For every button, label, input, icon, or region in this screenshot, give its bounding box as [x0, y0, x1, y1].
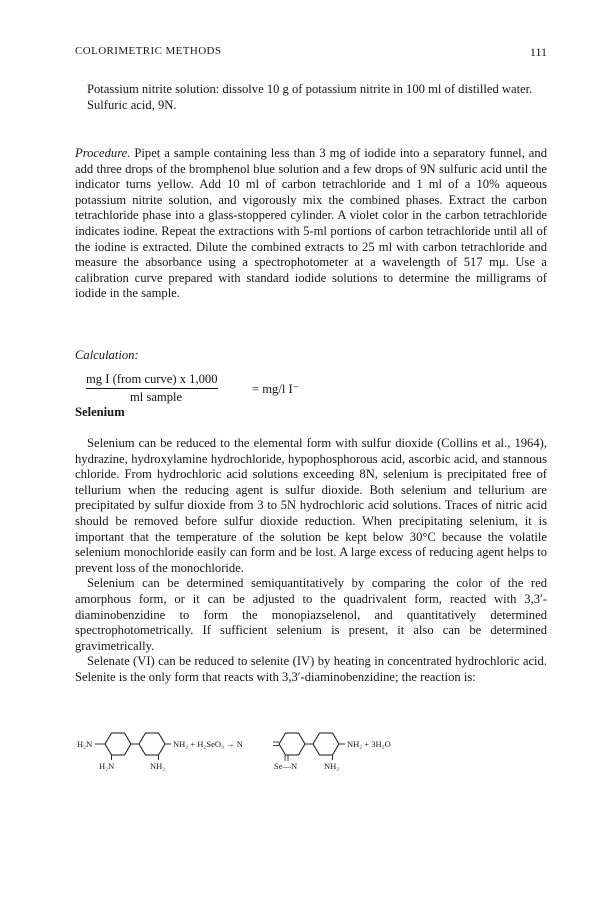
page-number: 111: [529, 45, 547, 59]
selenium-section: [75, 436, 547, 686]
calculation-label: Calculation:: [75, 348, 139, 362]
benzene-ring-3: [279, 733, 305, 755]
eq-se-n: Se—N: [274, 761, 298, 771]
reagent-potassium-nitrite: Potassium nitrite solution: dissolve 10 g of potassium nitrite in 100 ml of distilled water.: [87, 82, 533, 96]
procedure-text: Pipet a sample containing less than 3 mg of iodide into a separatory funnel, and add three drops of the bromphenol blue solution and a few drops of 9N sulfuric acid until the indicator turns yellow. Add 10 ml of carbon tetrachloride and 1 ml of a 10% aqueous potassium nitrite solution, and vigorously mix the combined phases. Extract the carbon tetrachloride phase into a glass-stoppered cylinder. A violet color in the carbon tetrachloride indicates iodine. Repeat the extractions with 5-ml portions of carbon tetrachloride until all of the iodine is extracted. Dilute the combined extracts to 25 ml with carbon tetrachloride and measure the absorbance using a spectrophotometer at a wavelength of 517 mμ. Use a calibration curve prepared with standard iodide solutions to determine the milligrams of iodide in the sample.: [75, 146, 547, 301]
selenium-paragraph-determination: Selenium can be determined semiquantitatively by comparing the color of the red amorphous form, or it can be adjusted to the quadrivalent form, reacted with 3,3′-diaminobenzidine to form the monopiazselenol, and quantitatively determined spectrophotometrically. If sufficient selenium is present, it also can be determined gravimetrically.: [75, 576, 547, 653]
section-heading: Selenium: [75, 405, 125, 419]
eq-product: NH₂ + 3H₂O: [347, 739, 391, 749]
reagent-sulfuric-acid: Sulfuric acid, 9N.: [87, 97, 177, 112]
formula-numerator: mg I (from curve) x 1,000: [86, 372, 218, 389]
procedure-label: Procedure.: [75, 146, 131, 160]
formula-result: = mg/l I⁻: [252, 382, 300, 396]
eq-product-nh2-bottom: NH₂: [324, 761, 340, 771]
reaction-equation: [77, 728, 437, 790]
eq-reagent: NH₂ + H₂SeO₃ → N: [173, 739, 243, 749]
eq-h2n-bottom: H₂N: [99, 761, 115, 771]
eq-h2n-left: H₂N: [77, 739, 93, 749]
benzene-ring-1: [105, 733, 131, 755]
benzene-ring-4: [313, 733, 339, 755]
formula-denominator: ml sample: [130, 390, 183, 404]
benzene-ring-2: [139, 733, 165, 755]
calculation-formula: [86, 372, 300, 404]
selenium-paragraph-reduction: Selenium can be reduced to the elemental form with sulfur dioxide (Collins et al., 1964), hydrazine, hydroxylamine hydrochloride, hypophosphorous acid, ascorbic acid, and stannous chloride. From hydrochloric acid solutions exceeding 8N, selenium is precipitated free of tellurium when the reducing agent is sulfur dioxide. Both selenium and tellurium are precipitated by sulfur dioxide from 3 to 5N hydrochloric acid solutions. Traces of nitric acid should be removed before sulfur dioxide reduction. When precipitating selenium, it is important that the temperature of the solution be kept below 30°C because the volatile selenium monochloride easily can form and be lost. A large excess of reducing agent helps to prevent loss of the monochloride.: [75, 436, 547, 575]
selenium-paragraph-reaction: Selenate (VI) can be reduced to selenite (IV) by heating in concentrated hydrochloric acid. Selenite is the only form that reacts with 3,3′-diaminobenzidine; the reaction is:: [75, 654, 547, 684]
running-title: COLORIMETRIC METHODS: [75, 45, 222, 57]
eq-nh2-bottom: NH₂: [150, 761, 166, 771]
reagent-list: [75, 82, 547, 113]
procedure-paragraph: [75, 146, 547, 302]
page-header: [75, 45, 547, 61]
